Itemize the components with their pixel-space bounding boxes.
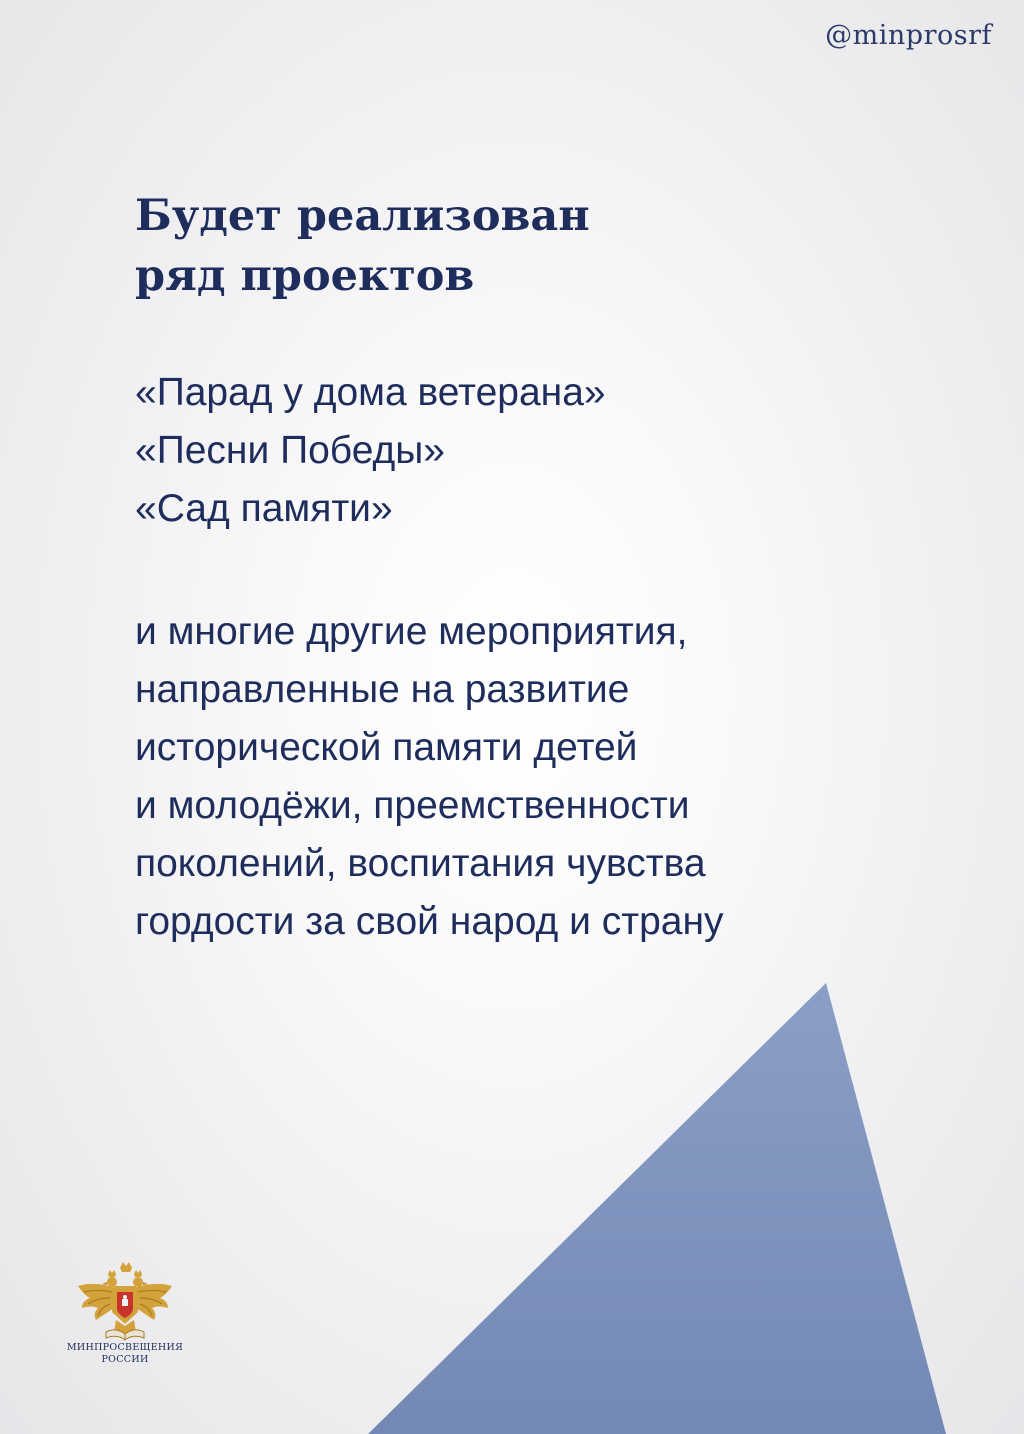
description-line: и молодёжи, преемственности: [135, 784, 690, 827]
social-handle: @minprosrf: [825, 20, 992, 51]
title-line: ряд проектов: [135, 251, 475, 301]
project-item: «Песни Победы»: [135, 429, 446, 472]
description-line: и многие другие мероприятия,: [135, 610, 688, 653]
ministry-logo: [60, 1262, 190, 1366]
double-headed-eagle-emblem-icon: [76, 1262, 174, 1342]
project-list: [135, 364, 835, 538]
description-line: направленные на развитие: [135, 668, 630, 711]
project-item: «Сад памяти»: [135, 487, 393, 530]
logo-text-line: РОССИИ: [101, 1354, 149, 1365]
project-item: «Парад у дома ветерана»: [135, 371, 606, 414]
title-line: Будет реализован: [135, 191, 590, 241]
description-line: поколений, воспитания чувства: [135, 842, 706, 885]
description-line: исторической памяти детей: [135, 726, 638, 769]
description-line: гордости за свой народ и страну: [135, 900, 724, 943]
description-paragraph: [135, 603, 895, 951]
slide-title: [135, 186, 775, 306]
logo-text-line: МИНПРОСВЕЩЕНИЯ: [66, 1342, 184, 1353]
